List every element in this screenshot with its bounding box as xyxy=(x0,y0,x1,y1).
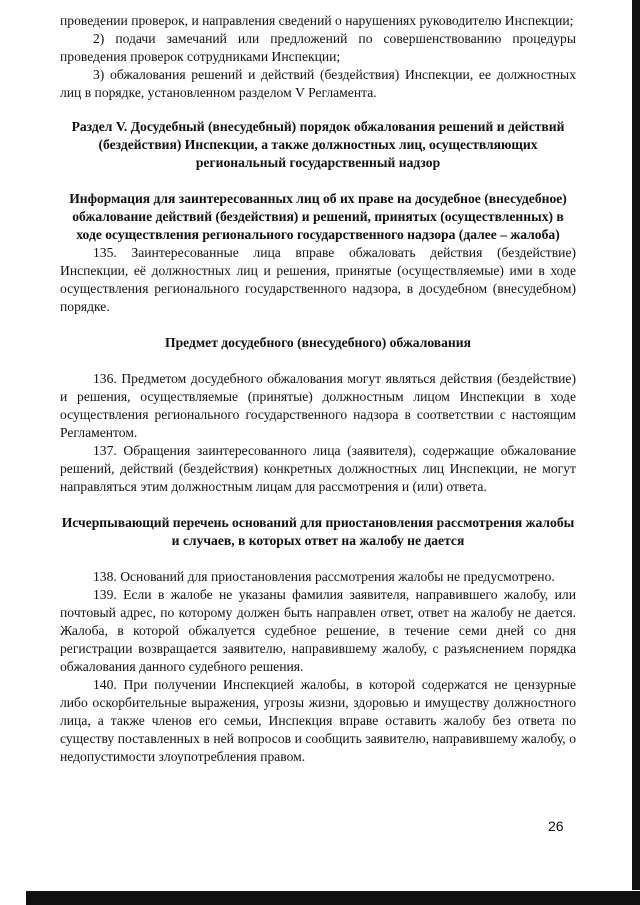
grounds-heading: Исчерпывающий перечень оснований для приостановления рассмотрения жалобы и случаев, в которых ответ на жалобу не дается xyxy=(61,515,575,548)
paragraph-item-2: 2) подачи замечаний или предложений по совершенствованию процедуры проведения проверок сотрудниками Инспекции; xyxy=(60,31,576,64)
paragraph-135: 135. Заинтересованные лица вправе обжаловать действия (бездействие) Инспекции, её должностных лиц и решения, принятые (осуществляемые) ими в ходе осуществления регионального государственного надзора, в досудебном (внесудебном) порядке. xyxy=(60,245,576,314)
paragraph-continuation: проведении проверок, и направления сведений о нарушениях руководителю Инспекции; xyxy=(60,13,574,28)
scan-border-bottom xyxy=(26,891,640,905)
paragraph-137: 137. Обращения заинтересованного лица (заявителя), содержащие обжалование решений, действий (бездействия) конкретных должностных лиц Инспекции, не могут направляться этим должностным лицам для рассмотрения и (или) ответа. xyxy=(60,443,576,494)
page-content xyxy=(60,12,576,766)
section-heading: Раздел V. Досудебный (внесудебный) порядок обжалования решений и действий (бездействия) Инспекции, а также должностных лиц, осуществляющих региональный государственный надзор xyxy=(71,119,565,170)
subject-heading: Предмет досудебного (внесудебного) обжалования xyxy=(165,335,471,350)
info-heading: Информация для заинтересованных лиц об их праве на досудебное (внесудебное) обжалование действий (бездействия) и решений, принятых (осуществленных) в ходе осуществления регионального государственного надзора (далее – жалоба) xyxy=(69,191,567,242)
paragraph-136: 136. Предметом досудебного обжалования могут являться действия (бездействие) и решения, осуществляемые (принятые) должностным лицом Инспекции в ходе осуществления регионального государственного надзора в соответствии с настоящим Регламентом. xyxy=(60,371,576,440)
page-number: 26 xyxy=(548,818,564,834)
paragraph-140: 140. При получении Инспекцией жалобы, в которой содержатся не цензурные либо оскорбительные выражения, угрозы жизни, здоровью и имуществу должностного лица, а также членов его семьи, Инспекция вправе оставить жалобу без ответа по существу поставленных в ней вопросов и сообщить заявителю, направившему жалобу, о недопустимости злоупотребления правом. xyxy=(60,677,576,764)
paragraph-item-3: 3) обжалования решений и действий (бездействия) Инспекции, ее должностных лиц в порядке, установленном разделом V Регламента. xyxy=(60,67,576,100)
paragraph-138: 138. Оснований для приостановления рассмотрения жалобы не предусмотрено. xyxy=(93,569,555,584)
paragraph-139: 139. Если в жалобе не указаны фамилия заявителя, направившего жалобу, или почтовый адрес, по которому должен быть направлен ответ, ответ на жалобу не дается. Жалоба, в которой обжалуется судебное решение, в течение семи дней со дня регистрации возвращается заявителю, направившему жалобу, с разъяснением порядка обжалования данного судебного решения. xyxy=(60,587,576,674)
scan-border-right xyxy=(632,0,640,890)
